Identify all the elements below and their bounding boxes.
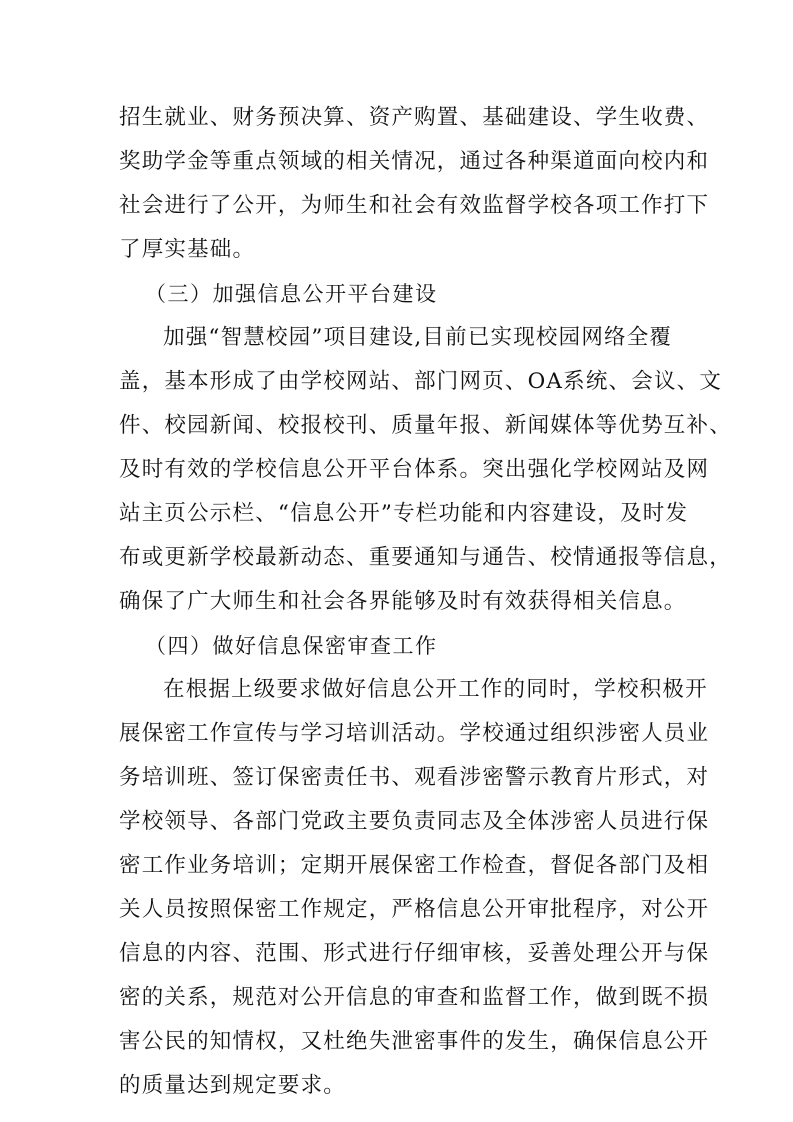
- paragraph-1-line-3: 社会进行了公开，为师生和社会有效监督学校各项工作打下: [119, 193, 710, 218]
- section-3-line-2: 盖，基本形成了由学校网站、部门网页、OA系统、会议、文: [119, 369, 723, 394]
- section-3-line-4: 及时有效的学校信息公开平台体系。突出强化学校网站及网: [119, 457, 710, 482]
- paragraph-1-line-2: 奖助学金等重点领域的相关情况，通过各种渠道面向校内和: [119, 149, 710, 174]
- section-4-line-2: 展保密工作宣传与学习培训活动。学校通过组织涉密人员业: [119, 721, 710, 746]
- paragraph-1-line-4: 了厚实基础。: [119, 237, 256, 262]
- section-4-line-8: 密的关系，规范对公开信息的审查和监督工作，做到既不损: [119, 985, 710, 1010]
- section-4-line-7: 信息的内容、范围、形式进行仔细审核，妥善处理公开与保: [119, 941, 710, 966]
- paragraph-1-line-1: 招生就业、财务预决算、资产购置、基础建设、学生收费、: [119, 105, 710, 130]
- section-3-heading: （三）加强信息公开平台建设: [145, 282, 438, 306]
- section-4-line-3: 务培训班、签订保密责任书、观看涉密警示教育片形式，对: [119, 765, 710, 790]
- section-3-line-5: 站主页公示栏、“信息公开”专栏功能和内容建设，及时发: [119, 501, 689, 526]
- section-4-line-6: 关人员按照保密工作规定，严格信息公开审批程序，对公开: [119, 897, 710, 922]
- section-4-line-1: 在根据上级要求做好信息公开工作的同时，学校积极开: [163, 677, 708, 702]
- section-4-line-5: 密工作业务培训；定期开展保密工作检查，督促各部门及相: [119, 853, 710, 878]
- section-3-line-6: 布或更新学校最新动态、重要通知与通告、校情通报等信息，: [119, 545, 732, 570]
- section-4-line-4: 学校领导、各部门党政主要负责同志及全体涉密人员进行保: [119, 809, 710, 834]
- section-3-line-7: 确保了广大师生和社会各界能够及时有效获得相关信息。: [119, 589, 687, 614]
- section-4-line-9: 害公民的知情权，又杜绝失泄密事件的发生，确保信息公开: [119, 1029, 710, 1054]
- section-3-line-3: 件、校园新闻、校报校刊、质量年报、新闻媒体等优势互补、: [119, 413, 732, 438]
- section-4-heading: （四）做好信息保密审查工作: [145, 634, 438, 658]
- section-4-line-10: 的质量达到规定要求。: [119, 1073, 347, 1098]
- section-3-line-1: 加强“智慧校园”项目建设,目前已实现校园网络全覆: [163, 325, 673, 350]
